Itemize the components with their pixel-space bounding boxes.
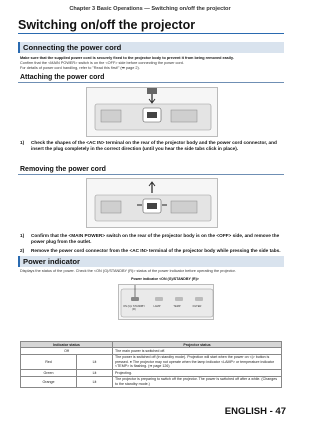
power-indicator-description: Displays the status of the power. Check the <ON (G)/STANDBY (R)> status of the power indicator before operating the projector.: [20, 269, 236, 273]
removing-illustration: [86, 178, 218, 228]
cell-status: The projector is preparing to switch off the projector. The power is switched off after a while. (Changes to the standby mode.): [113, 376, 282, 387]
section-heading-power-indicator: Power indicator: [18, 256, 284, 267]
cell-color: Red: [21, 354, 77, 370]
led-label-lamp: LAMP: [153, 305, 161, 308]
cell-status: The main power is switched off.: [113, 348, 282, 355]
header-indicator-status: Indicator status: [21, 342, 113, 348]
table-row: [21, 370, 282, 377]
led-label-filter: FILTER: [192, 305, 202, 308]
attaching-illustration: [86, 87, 218, 137]
power-indicator-label: Power indicator <ON (G)/STANDBY (R)>: [131, 277, 199, 281]
led-label-on-standby: ON (G)/ STANDBY (R): [123, 305, 145, 311]
page-number: ENGLISH - 47: [224, 406, 286, 417]
power-switch-note: Confirm that the <MAIN POWER> switch is on the <OFF> side before connecting the power cord.: [20, 61, 184, 65]
subheading-removing: Removing the power cord: [18, 166, 284, 175]
step-text: Check the shapes of the <AC IN> terminal on the rear of the projector body and the power cord connector, and insert the plug completely in the correct direction (until you hear the side tabs click in place).: [31, 140, 277, 151]
table-row: [21, 354, 282, 370]
cell-status: Projecting.: [113, 370, 282, 377]
attach-step-1: [20, 140, 284, 152]
indicator-panel-illustration: [118, 284, 214, 320]
cell-color: Off: [21, 348, 113, 355]
step-text: Remove the power cord connector from the <AC IN> terminal of the projector body while pressing the side tabs.: [31, 248, 281, 253]
indicator-status-table: [20, 341, 282, 388]
remove-step-1: [20, 233, 284, 245]
power-cord-warning: Make sure that the supplied power cord is securely fixed to the projector body to prevent it from being removed easily.: [20, 56, 234, 60]
header-projector-status: Projector status: [113, 342, 282, 348]
table-row: [21, 376, 282, 387]
power-cord-reference: For details of power cord handling, refer to "Read this first!" (➡ page 2).: [20, 66, 140, 70]
table-row: [21, 348, 282, 355]
cell-state: Lit: [77, 376, 113, 387]
page-title: Switching on/off the projector: [18, 18, 284, 34]
cell-state: Lit: [77, 370, 113, 377]
cell-status: The power is switched off (in standby mode). Projection will start when the power on <|> button is pressed. ● The projector may not operate when the lamp indicator <LAMP> or temperature indicator <TEMP> is flashing. (➡ page 126): [113, 354, 282, 370]
section-heading-connecting: Connecting the power cord: [18, 42, 284, 53]
remove-step-2: [20, 248, 284, 254]
subheading-attaching: Attaching the power cord: [18, 74, 284, 83]
cell-color: Orange: [21, 376, 77, 387]
step-text: Confirm that the <MAIN POWER> switch on the rear of the projector body is on the <OFF> side, and remove the power plug from the outlet.: [31, 233, 280, 244]
chapter-header: Chapter 3 Basic Operations — Switching on/off the projector: [69, 6, 231, 12]
led-label-temp: TEMP: [173, 305, 181, 308]
step-number: 1): [20, 140, 25, 145]
step-number: 2): [20, 248, 25, 253]
cell-color: Green: [21, 370, 77, 377]
step-number: 1): [20, 233, 25, 238]
cell-state: Lit: [77, 354, 113, 370]
